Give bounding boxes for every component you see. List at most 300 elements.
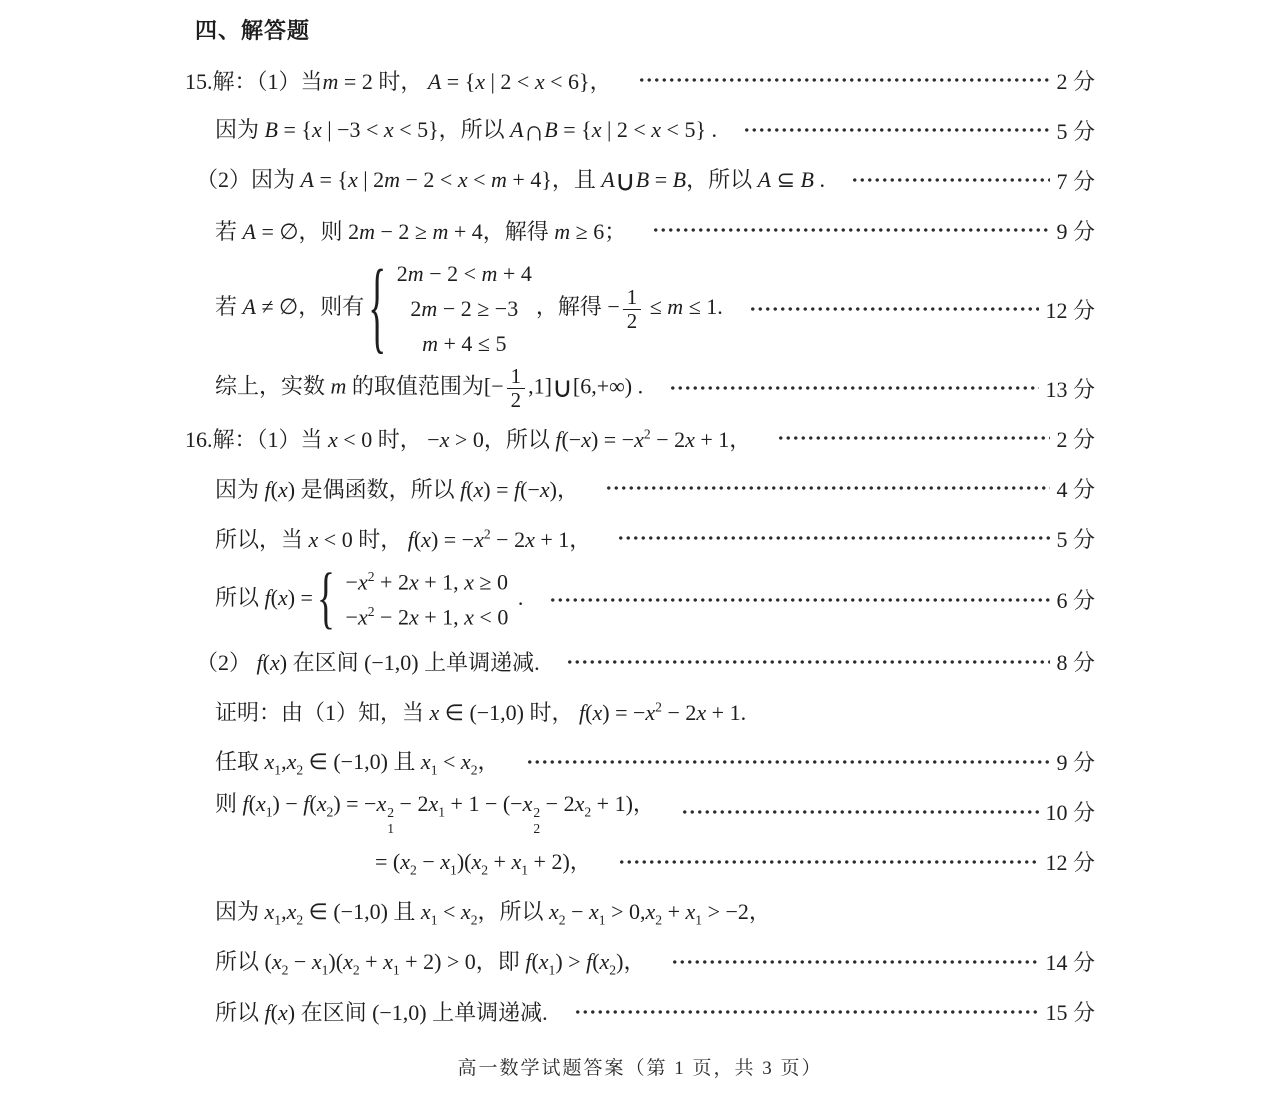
math-roman: < 5} . [661,116,718,142]
dotted-leader [617,527,1050,549]
subscript: 2 [470,912,478,928]
math-variable: m [491,166,507,192]
subscript: 1 [392,962,400,978]
text-run: 在区间 [295,1000,373,1026]
math-roman: = { [313,166,348,192]
line-16-part1-c [185,513,1095,563]
subscript: 1 [450,862,457,878]
score-label: 12 分 [1045,850,1095,876]
math-variable: m [432,218,449,244]
math-roman: − [416,848,441,874]
subscript: 1 [598,912,606,928]
math-variable: x [357,604,368,630]
math-roman: + 2) [528,848,570,874]
math-variable: f [525,948,532,974]
line-content [375,845,592,878]
line-16-inequality [185,937,1095,987]
text-run: 因为 [215,116,265,142]
math-roman: ( [592,948,600,974]
line-16-part1-b [185,463,1095,513]
line-content [215,113,717,147]
text-run: 的取值范围为 [346,373,484,399]
line-16-part2-claim [185,637,1095,687]
math-roman: − 2 [650,426,686,452]
math-variable: x [538,948,549,974]
text-run: ； [604,218,627,244]
line-16-conclusion [185,987,1095,1037]
subscript: 2 [326,804,334,820]
math-roman: ⊆ [771,166,801,192]
math-variable: x [464,604,474,630]
math-roman: + 1 [534,526,570,552]
math-roman: . [512,584,524,610]
cases-row [397,261,532,287]
subscript: 2 [410,862,417,878]
text-run: 且 [387,898,421,924]
text-run: 因为 [215,898,265,924]
left-brace: { [368,251,387,366]
dotted-leader [669,377,1039,399]
cases-row [422,331,506,357]
math-roman: 2 [348,218,360,244]
math-roman: ≤ 1. [683,294,723,320]
text-run: ，所以 [686,166,758,192]
text-run: 是偶函数，所以 [295,476,461,502]
text-run: （2）因为 [196,166,301,192]
text-run: 且 [387,748,421,774]
math-variable: x [475,68,486,94]
math-variable: x [522,790,533,816]
dotted-leader [777,427,1050,449]
text-run: ，所以 [438,116,511,142]
math-roman: ∈ (−1,0) [439,700,530,726]
math-roman: ( [585,700,593,726]
math-variable: f [460,476,467,502]
line-16-difference [185,787,1095,837]
math-variable: x [421,526,431,552]
math-roman: (−1,0) [364,650,419,676]
math-roman: < 0 [318,526,359,552]
math-roman: + 1. [706,700,747,726]
math-roman: ) [279,650,288,676]
math-variable: x [599,948,610,974]
score-label: 8 分 [1056,650,1095,676]
text-run: 15.解：（1）当 [185,68,323,94]
math-roman: ( [248,790,256,816]
math-roman: + 2) > 0 [399,948,476,974]
dotted-leader [618,851,1040,873]
math-roman: [6,+∞) . [572,373,644,399]
math-roman: > 0, [605,898,646,924]
subscript: 1 [438,804,446,820]
math-variable: x [420,748,431,774]
text-run: （2） [196,650,257,676]
page-footer: 高一数学试题答案（第 1 页，共 3 页） [457,1058,823,1079]
text-run: 所以 [215,584,265,610]
math-variable: f [514,476,521,502]
math-roman: 2 [396,261,408,286]
math-roman: + 1, [418,604,465,630]
line-content [215,563,523,637]
math-roman: = [649,166,673,192]
text-run: ， [589,68,612,94]
math-variable: B [544,116,558,142]
line-16-take-points [185,737,1095,787]
math-variable: B [800,166,814,192]
math-variable: x [408,604,419,630]
subscript: 1 [321,962,329,978]
line-15-conclusion [185,363,1095,413]
document-body [185,55,1095,1037]
math-variable: x [581,426,591,452]
math-roman: + 1 [694,426,730,452]
math-roman: − 2 [540,790,575,816]
math-variable: x [408,569,419,595]
subscript: 2 [481,862,489,878]
math-variable: m [422,331,439,356]
line-content [215,745,500,778]
math-roman: + 4 [497,261,532,286]
math-roman: ( [466,476,474,502]
math-roman: + [488,848,512,874]
math-variable: m [421,296,438,321]
math-roman: < 6} [544,68,590,94]
math-roman: − 2 [394,790,429,816]
math-variable: x [645,700,656,726]
math-variable: x [589,898,599,924]
dotted-leader [526,751,1051,773]
text-run: 所以 [215,1000,265,1026]
math-roman: ) [287,1000,296,1026]
cases-row [410,296,518,322]
math-roman: ( [270,1000,278,1026]
subscript: 2 [296,912,304,928]
math-variable: x [347,166,358,192]
dotted-leader [638,69,1051,91]
math-variable: x [277,1000,288,1026]
line-content [215,696,746,727]
math-variable: m [359,218,375,244]
subscript: 1 [521,862,529,878]
math-roman: + [359,948,384,974]
score-label: 4 分 [1056,476,1095,502]
fraction-numerator: 1 [626,284,638,309]
text-run: 所以，当 [215,526,309,552]
text-run: 若 [215,218,243,244]
text-run: 时， [529,700,580,726]
math-variable: f [264,584,271,610]
superscript: 2 [643,426,651,442]
text-run: ，且 [551,166,602,192]
math-variable: f [264,1000,271,1026]
math-variable: m [330,373,347,399]
math-variable: A [242,218,256,244]
subscript: 1 [695,912,703,928]
subscript: 1 [265,804,273,820]
line-content [215,996,548,1027]
line-content [196,163,825,197]
cases-rows [338,563,509,637]
dotted-leader [681,801,1040,823]
math-variable: A [601,166,615,192]
cases-group [368,251,532,366]
math-variable: x [255,790,266,816]
text-run: ， [569,848,592,874]
math-roman: ( [531,948,539,974]
math-roman: ) > [555,948,587,974]
text-run: 时， [358,526,408,552]
subscript: 2 [558,912,566,928]
superscript: 2 [483,526,491,542]
math-variable: x [286,748,297,774]
line-content [215,787,655,836]
line-content [196,646,540,677]
math-roman: = ∅ [255,218,299,244]
score-label: 2 分 [1056,426,1095,452]
math-variable: x [428,790,439,816]
math-variable: x [592,700,603,726]
math-variable: x [328,426,338,452]
line-content [185,423,751,454]
math-roman: | 2 < [601,116,652,142]
math-variable: f [555,426,562,452]
math-variable: m [407,261,424,286]
math-variable: x [383,948,393,974]
math-roman: + 1) [591,790,633,816]
text-run: 因为 [215,476,265,502]
math-roman: − 2 < [423,261,482,286]
cases-group [317,563,508,637]
line-content [215,215,626,246]
text-run: 若 [215,294,243,320]
math-variable: x [311,116,322,142]
math-variable: x [400,848,410,874]
superscript: 2 [367,604,375,620]
math-roman: = 2 [338,68,379,94]
section-heading: 四、解答题 [195,18,311,43]
score-label: 5 分 [1056,118,1095,144]
math-roman: )( [456,848,472,874]
math-variable: f [586,948,593,974]
math-roman: ) [287,476,296,502]
text-run: ，则 [298,218,349,244]
text-run: ，解得 [535,294,608,320]
math-variable: x [464,569,474,595]
math-variable: x [440,848,450,874]
text-run: ，即 [475,948,526,974]
text-run: 在区间 [287,650,365,676]
math-roman: . [813,166,825,192]
superscript: 2 [533,805,541,821]
cases-rows [389,255,532,363]
math-roman: = { [557,116,592,142]
score-label: 14 分 [1045,950,1095,976]
fraction [623,286,641,333]
math-roman: , [281,898,287,924]
math-roman: ,1] [528,373,552,399]
math-roman: − [607,294,620,320]
dotted-leader [605,477,1050,499]
math-roman: ∈ (−1,0) [303,898,388,924]
line-15-nonempty-case [185,251,1095,366]
math-roman: + 4} [506,166,552,192]
math-roman: − 2 < [400,166,458,192]
line-16-signs [185,887,1095,937]
subscript: 2 [281,962,289,978]
math-variable: x [264,898,275,924]
math-roman: ) = − [430,526,475,552]
math-roman: − [345,604,358,630]
math-roman: (−1,0) [372,1000,427,1026]
math-variable: x [685,898,696,924]
text-run: ，所以 [483,426,556,452]
text-run: ， [556,476,579,502]
line-16-proof-setup [185,687,1095,737]
math-roman: + 4 [448,218,483,244]
math-variable: x [343,948,353,974]
math-variable: x [271,948,282,974]
math-variable: x [316,790,327,816]
text-run: 上单调递减. [426,1000,548,1026]
math-roman: = { [277,116,312,142]
math-variable: f [256,650,263,676]
math-roman: − [427,426,440,452]
math-variable: x [460,898,471,924]
text-run: ，则有 [298,294,365,320]
dotted-leader [549,589,1050,611]
math-roman: − [345,569,358,595]
big-operator: ∩ [523,116,545,148]
line-content [215,895,771,928]
math-variable: x [383,116,394,142]
math-roman: < [437,748,461,774]
text-run: 时， [377,426,428,452]
math-roman: − 2 ≥ −3 [437,296,519,321]
line-15-empty-case [185,205,1095,255]
math-roman: (− [561,426,582,452]
text-run: 16.解：（1）当 [185,426,329,452]
cases-row [346,569,508,595]
math-roman: − 2 [490,526,526,552]
math-variable: A [510,116,524,142]
math-roman: | 2 [357,166,385,192]
dotted-leader [566,651,1051,673]
math-roman: + [662,898,686,924]
math-roman: + 4 ≤ 5 [438,331,507,356]
score-label: 13 分 [1045,376,1095,402]
math-variable: m [384,166,400,192]
math-roman: ( [413,526,422,552]
math-roman: < 0 [337,426,378,452]
math-variable: A [427,68,442,94]
math-variable: B [672,166,687,192]
score-label: 2 分 [1056,68,1095,94]
line-content [215,365,643,412]
line-content [215,251,723,366]
math-variable: f [242,790,249,816]
line-15-part1-b [185,105,1095,155]
math-roman: − 2 [661,700,697,726]
math-variable: m [667,294,684,320]
text-run: ， [729,426,752,452]
math-variable: x [308,526,319,552]
math-roman: [− [483,373,504,399]
math-roman: ( [309,790,317,816]
sub-sup-stack [387,805,394,836]
text-run: ， [748,898,771,924]
fraction-denominator: 2 [507,388,525,412]
superscript: 2 [367,569,375,584]
math-roman: − 2 [374,604,409,630]
math-roman: − 2 ≥ [374,218,433,244]
text-run: 所以 [215,948,265,974]
score-label: 9 分 [1056,750,1095,776]
big-operator: ∪ [614,166,636,198]
math-variable: x [439,426,450,452]
math-roman: )( [328,948,344,974]
subscript: 2 [352,962,360,978]
subscript: 1 [430,762,438,778]
math-roman: ( [264,948,272,974]
math-variable: x [264,748,275,774]
text-run: 任取 [215,748,265,774]
dotted-leader [652,219,1050,241]
math-variable: x [269,650,280,676]
line-content [185,65,612,96]
math-variable: x [277,584,288,610]
dotted-leader [574,1001,1040,1023]
fraction [507,365,525,412]
math-variable: f [407,526,414,552]
text-run: 上单调递减. [418,650,540,676]
math-variable: m [554,218,571,244]
math-variable: x [376,790,387,816]
math-variable: x [471,848,482,874]
math-variable: x [286,898,297,924]
math-roman: ≠ ∅ [255,294,299,320]
math-roman: ) = [483,476,515,502]
math-roman: , [281,748,287,774]
text-run: 证明：由（1）知，当 [215,700,430,726]
math-variable: B [635,166,650,192]
line-16-part1-a [185,413,1095,463]
subscript: 1 [387,820,395,836]
math-variable: x [591,116,602,142]
math-variable: x [457,166,468,192]
math-variable: x [534,68,545,94]
subscript: 2 [584,804,592,820]
dotted-leader [671,951,1039,973]
line-content [215,945,645,978]
math-roman: ) − [272,790,304,816]
math-roman: ) = − [333,790,377,816]
math-roman: ≥ 0 [473,569,508,595]
math-variable: x [549,898,559,924]
text-run: 综上，实数 [215,373,331,399]
score-label: 9 分 [1056,218,1095,244]
math-roman: ( [270,584,278,610]
math-variable: x [511,848,522,874]
math-roman: + 2 [374,569,409,595]
math-roman: < [437,898,461,924]
math-roman: ≥ 6 [570,218,605,244]
math-variable: x [420,898,431,924]
math-variable: f [303,790,310,816]
left-brace: { [316,561,335,638]
math-variable: B [264,116,278,142]
text-run: ，所以 [477,898,550,924]
math-variable: x [277,476,288,502]
